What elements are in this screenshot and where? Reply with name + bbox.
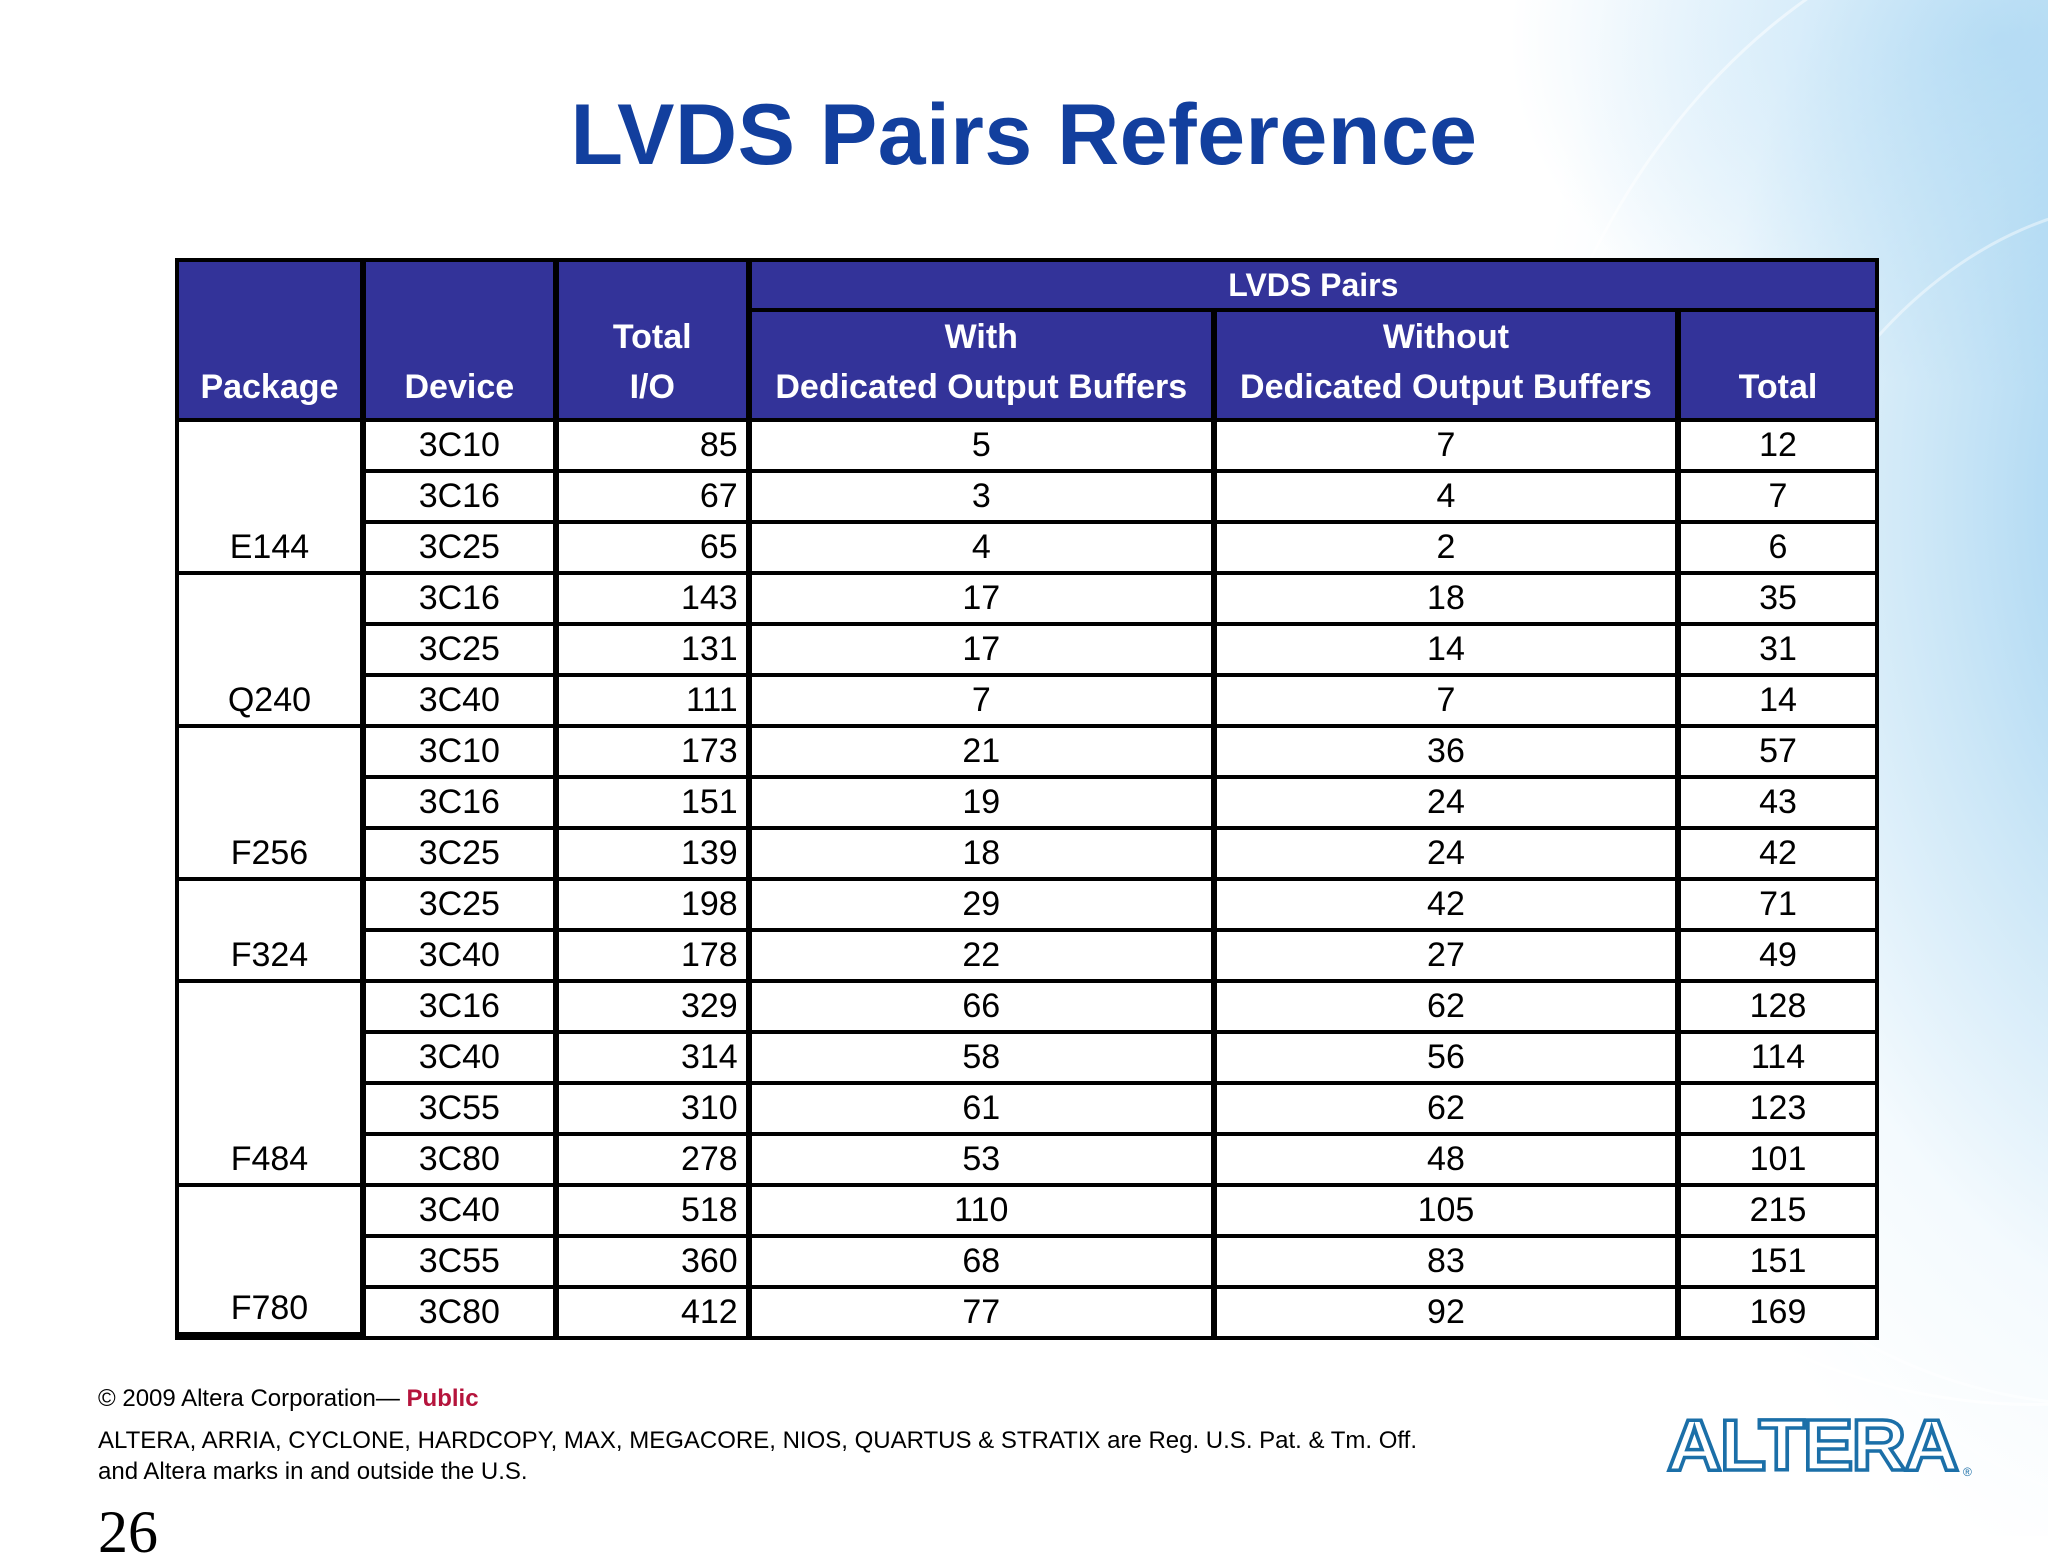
- device-cell: 3C55: [366, 1238, 559, 1289]
- total-io-cell: 518: [559, 1187, 752, 1238]
- table-row: [179, 473, 1875, 524]
- total-io-cell: 314: [559, 1034, 752, 1085]
- table-row: [179, 932, 1875, 983]
- total-pairs-cell: 57: [1681, 728, 1875, 779]
- with-buffers-cell: 3: [752, 473, 1217, 524]
- table-row: [179, 728, 1875, 779]
- altera-logo: [1665, 1410, 1975, 1480]
- device-cell: 3C25: [366, 881, 559, 932]
- header-total-io-line2: I/O: [629, 368, 675, 406]
- header-package: Package: [179, 262, 366, 422]
- with-buffers-cell: 58: [752, 1034, 1217, 1085]
- total-io-cell: 111: [559, 677, 752, 728]
- package-cell: F780: [179, 1187, 366, 1336]
- without-buffers-cell: 92: [1217, 1289, 1681, 1336]
- with-buffers-cell: 18: [752, 830, 1217, 881]
- total-io-cell: 67: [559, 473, 752, 524]
- without-buffers-cell: 7: [1217, 422, 1681, 473]
- total-pairs-cell: 14: [1681, 677, 1875, 728]
- without-buffers-cell: 105: [1217, 1187, 1681, 1238]
- package-cell: E144: [179, 422, 366, 575]
- total-io-cell: 65: [559, 524, 752, 575]
- device-cell: 3C40: [366, 1034, 559, 1085]
- table-row: [179, 524, 1875, 575]
- total-io-cell: 360: [559, 1238, 752, 1289]
- device-cell: 3C25: [366, 830, 559, 881]
- table-row: [179, 626, 1875, 677]
- table-row: [179, 1289, 1875, 1336]
- total-pairs-cell: 71: [1681, 881, 1875, 932]
- device-cell: 3C10: [366, 422, 559, 473]
- device-cell: 3C16: [366, 779, 559, 830]
- without-buffers-cell: 18: [1217, 575, 1681, 626]
- device-cell: 3C16: [366, 983, 559, 1034]
- header-with-line2: Dedicated Output Buffers: [775, 368, 1188, 406]
- total-pairs-cell: 101: [1681, 1136, 1875, 1187]
- table-row: [179, 779, 1875, 830]
- without-buffers-cell: 4: [1217, 473, 1681, 524]
- with-buffers-cell: 22: [752, 932, 1217, 983]
- header-with-buffers: [752, 312, 1217, 422]
- header-without-line2: Dedicated Output Buffers: [1240, 368, 1652, 406]
- total-io-cell: 198: [559, 881, 752, 932]
- without-buffers-cell: 2: [1217, 524, 1681, 575]
- without-buffers-cell: 62: [1217, 1085, 1681, 1136]
- total-pairs-cell: 114: [1681, 1034, 1875, 1085]
- total-io-cell: 412: [559, 1289, 752, 1336]
- with-buffers-cell: 21: [752, 728, 1217, 779]
- total-io-cell: 278: [559, 1136, 752, 1187]
- header-without-buffers: [1217, 312, 1681, 422]
- device-cell: 3C40: [366, 932, 559, 983]
- with-buffers-cell: 17: [752, 575, 1217, 626]
- total-pairs-cell: 151: [1681, 1238, 1875, 1289]
- table-row: [179, 677, 1875, 728]
- total-pairs-cell: 35: [1681, 575, 1875, 626]
- registered-mark-icon: ®: [1963, 1465, 1972, 1479]
- total-pairs-cell: 7: [1681, 473, 1875, 524]
- package-cell: F484: [179, 983, 366, 1187]
- total-io-cell: 151: [559, 779, 752, 830]
- header-lvds-pairs: LVDS Pairs: [752, 262, 1875, 312]
- device-cell: 3C10: [366, 728, 559, 779]
- device-cell: 3C25: [366, 626, 559, 677]
- total-pairs-cell: 43: [1681, 779, 1875, 830]
- header-with-line1: With: [944, 318, 1018, 356]
- without-buffers-cell: 36: [1217, 728, 1681, 779]
- altera-logo-text: ALTERA: [1667, 1410, 1959, 1480]
- total-pairs-cell: 49: [1681, 932, 1875, 983]
- without-buffers-cell: 42: [1217, 881, 1681, 932]
- header-device: Device: [366, 262, 559, 422]
- without-buffers-cell: 24: [1217, 830, 1681, 881]
- slide-title: LVDS Pairs Reference: [570, 87, 1478, 183]
- device-cell: 3C40: [366, 677, 559, 728]
- device-cell: 3C16: [366, 473, 559, 524]
- package-cell: Q240: [179, 575, 366, 728]
- without-buffers-cell: 48: [1217, 1136, 1681, 1187]
- with-buffers-cell: 53: [752, 1136, 1217, 1187]
- table-row: [179, 983, 1875, 1034]
- device-cell: 3C55: [366, 1085, 559, 1136]
- without-buffers-cell: 14: [1217, 626, 1681, 677]
- total-pairs-cell: 128: [1681, 983, 1875, 1034]
- device-cell: 3C40: [366, 1187, 559, 1238]
- header-total-pairs: Total: [1681, 312, 1875, 422]
- with-buffers-cell: 77: [752, 1289, 1217, 1336]
- total-io-cell: 139: [559, 830, 752, 881]
- table-row: [179, 1034, 1875, 1085]
- table-row: [179, 1187, 1875, 1238]
- table-row: [179, 881, 1875, 932]
- package-cell: F324: [179, 881, 366, 983]
- lvds-pairs-table: [175, 258, 1879, 1340]
- total-io-cell: 85: [559, 422, 752, 473]
- total-io-cell: 143: [559, 575, 752, 626]
- table-row: [179, 575, 1875, 626]
- visibility-label: Public: [406, 1385, 479, 1412]
- header-total-io-line1: Total: [612, 318, 692, 356]
- total-io-cell: 310: [559, 1085, 752, 1136]
- total-pairs-cell: 215: [1681, 1187, 1875, 1238]
- header-without-line1: Without: [1382, 318, 1510, 356]
- trademark-line1: ALTERA, ARRIA, CYCLONE, HARDCOPY, MAX, MEGACORE, NIOS, QUARTUS & STRATIX are Reg. U.S. Pat. & Tm. Off.: [98, 1427, 1417, 1454]
- without-buffers-cell: 24: [1217, 779, 1681, 830]
- device-cell: 3C25: [366, 524, 559, 575]
- total-pairs-cell: 42: [1681, 830, 1875, 881]
- table-row: [179, 830, 1875, 881]
- total-io-cell: 173: [559, 728, 752, 779]
- total-pairs-cell: 123: [1681, 1085, 1875, 1136]
- with-buffers-cell: 61: [752, 1085, 1217, 1136]
- total-pairs-cell: 169: [1681, 1289, 1875, 1336]
- copyright: [98, 1385, 479, 1413]
- table-row: [179, 1085, 1875, 1136]
- with-buffers-cell: 17: [752, 626, 1217, 677]
- header-total-io: [559, 262, 752, 422]
- total-io-cell: 131: [559, 626, 752, 677]
- trademark-line2: and Altera marks in and outside the U.S.: [98, 1458, 528, 1485]
- trademark-notice: [98, 1425, 1598, 1487]
- without-buffers-cell: 27: [1217, 932, 1681, 983]
- total-io-cell: 178: [559, 932, 752, 983]
- with-buffers-cell: 68: [752, 1238, 1217, 1289]
- copyright-text: © 2009 Altera Corporation—: [98, 1385, 400, 1412]
- device-cell: 3C80: [366, 1289, 559, 1336]
- table-row: [179, 422, 1875, 473]
- device-cell: 3C80: [366, 1136, 559, 1187]
- without-buffers-cell: 56: [1217, 1034, 1681, 1085]
- without-buffers-cell: 62: [1217, 983, 1681, 1034]
- with-buffers-cell: 4: [752, 524, 1217, 575]
- without-buffers-cell: 7: [1217, 677, 1681, 728]
- table-row: [179, 1136, 1875, 1187]
- table-row: [179, 1238, 1875, 1289]
- total-pairs-cell: 6: [1681, 524, 1875, 575]
- table-body: [179, 422, 1875, 1336]
- total-io-cell: 329: [559, 983, 752, 1034]
- with-buffers-cell: 110: [752, 1187, 1217, 1238]
- with-buffers-cell: 66: [752, 983, 1217, 1034]
- with-buffers-cell: 19: [752, 779, 1217, 830]
- total-pairs-cell: 12: [1681, 422, 1875, 473]
- with-buffers-cell: 5: [752, 422, 1217, 473]
- with-buffers-cell: 7: [752, 677, 1217, 728]
- page-number: 26: [98, 1499, 158, 1565]
- with-buffers-cell: 29: [752, 881, 1217, 932]
- without-buffers-cell: 83: [1217, 1238, 1681, 1289]
- device-cell: 3C16: [366, 575, 559, 626]
- total-pairs-cell: 31: [1681, 626, 1875, 677]
- package-cell: F256: [179, 728, 366, 881]
